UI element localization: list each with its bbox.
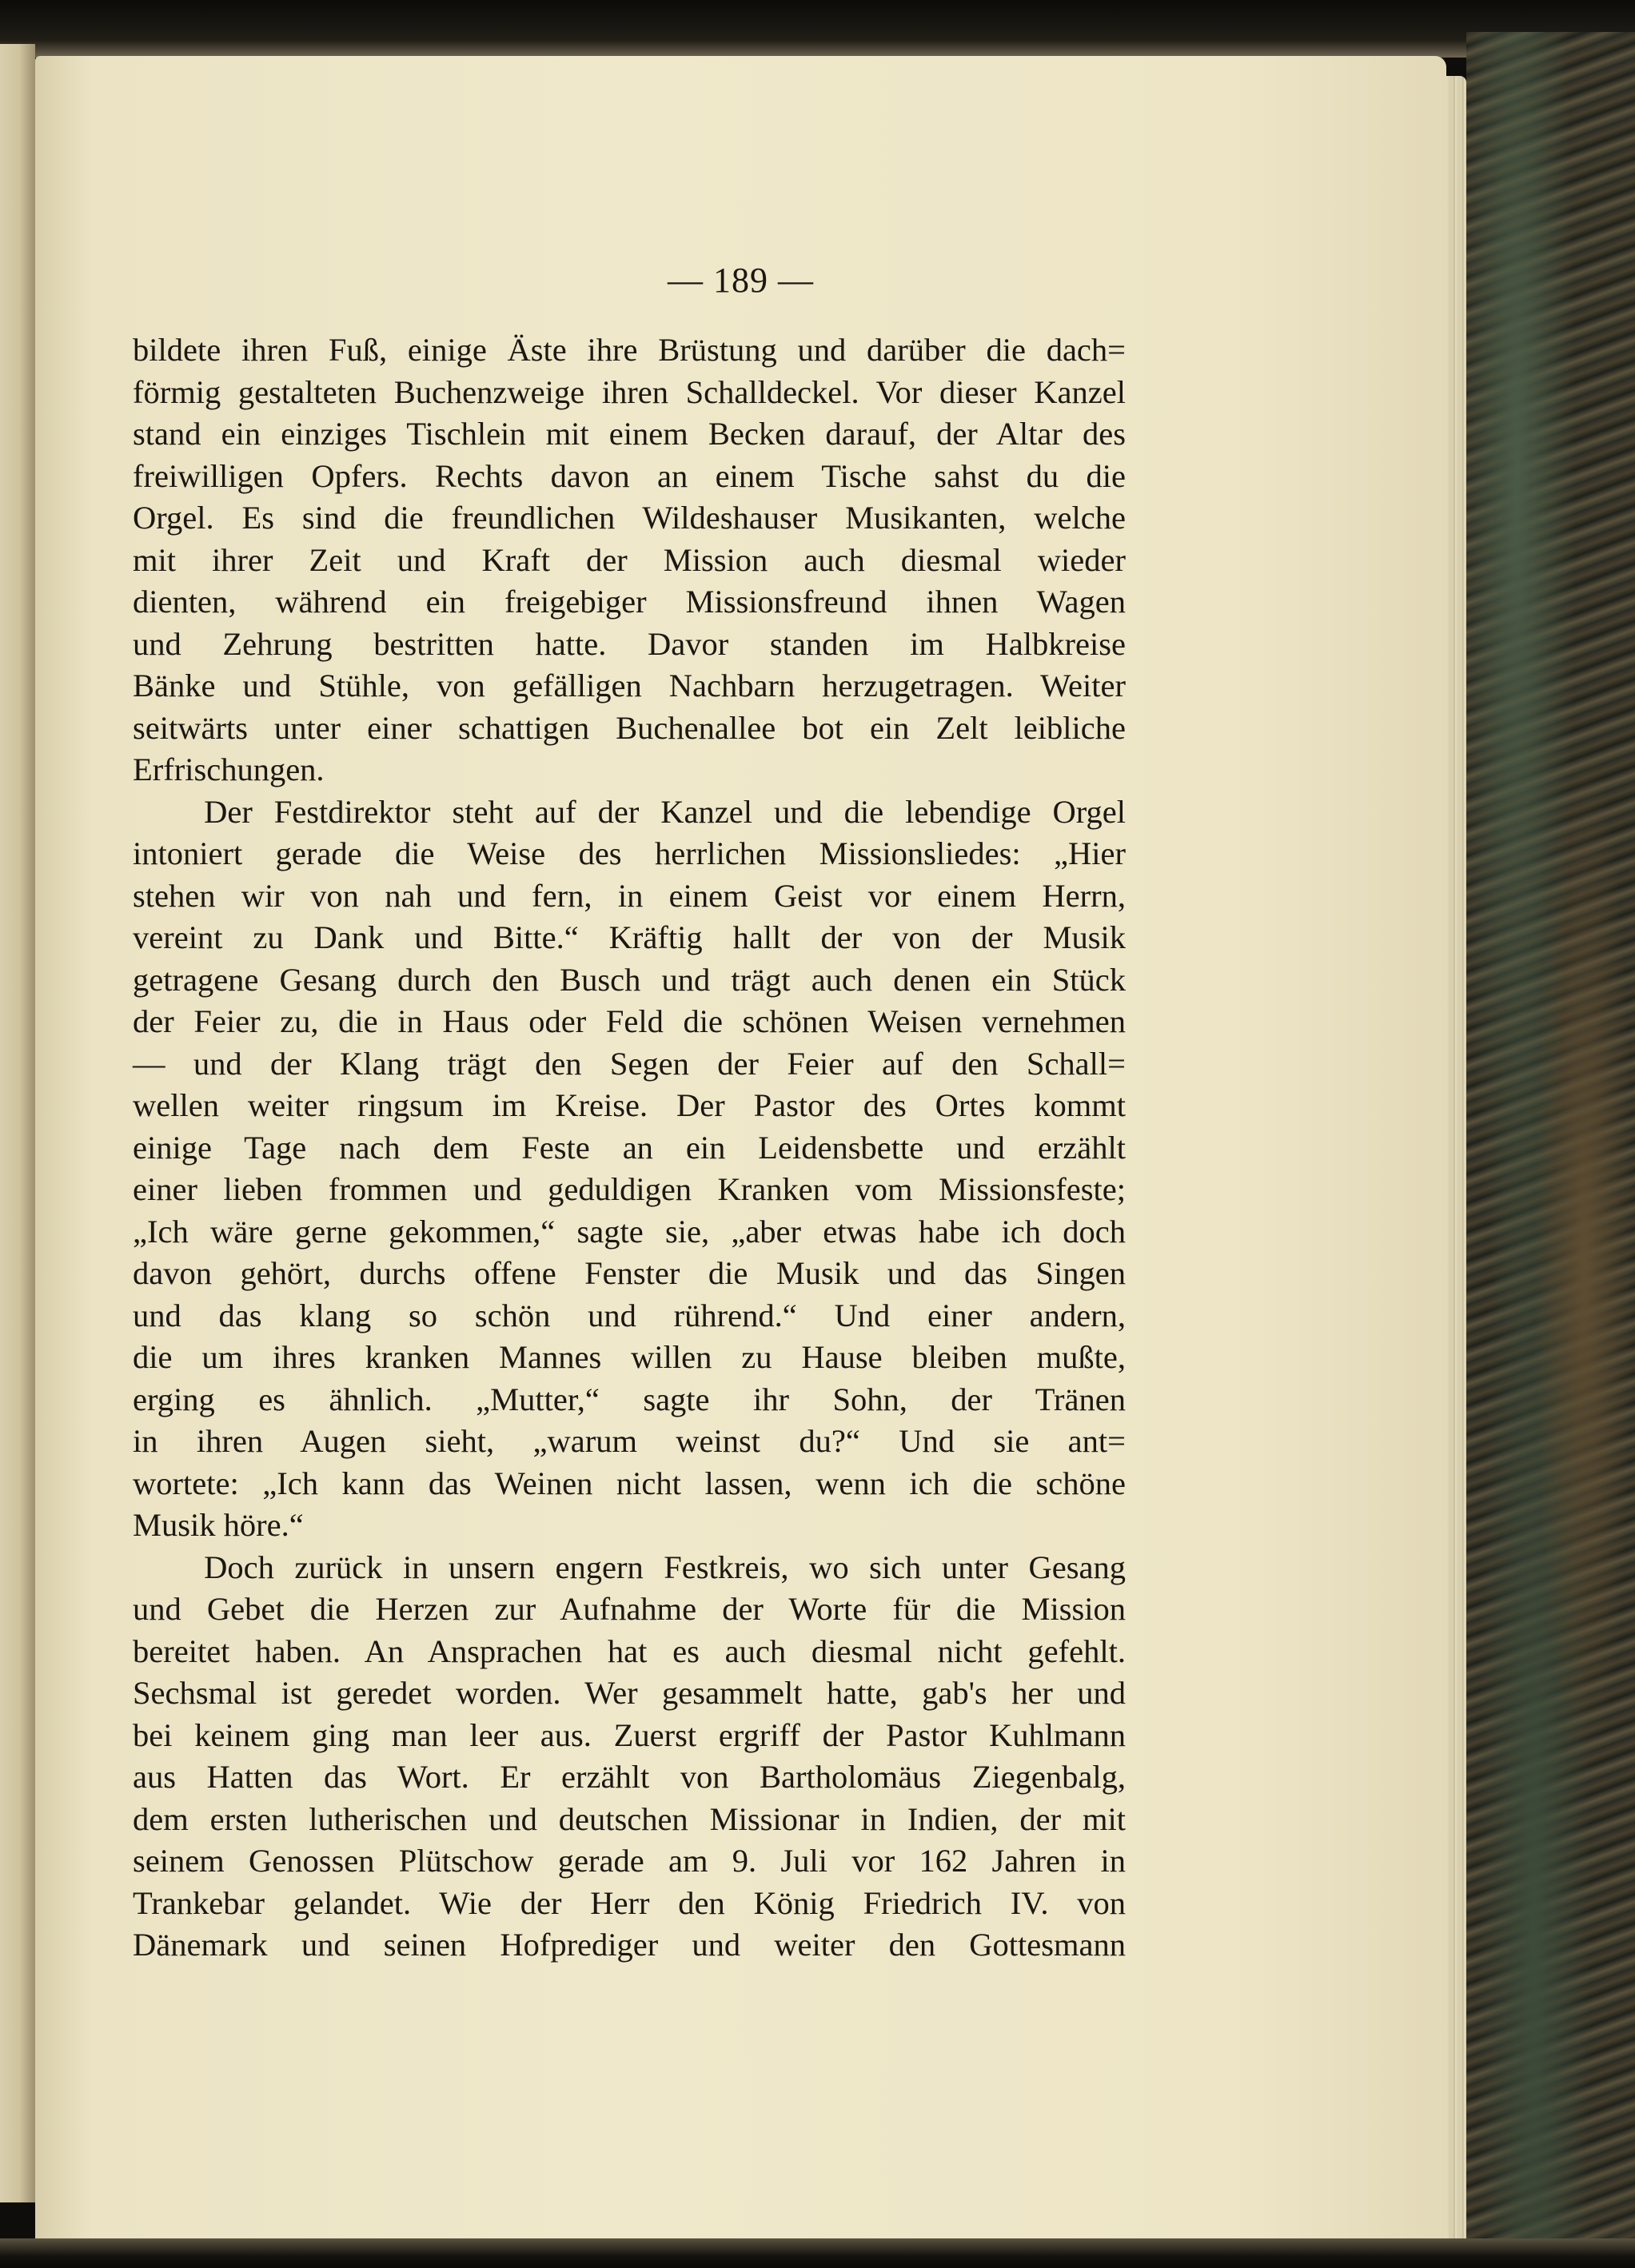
text-line: seinem Genossen Plütschow gerade am 9. Juli vor 162 Jahren in	[133, 1843, 1126, 1879]
text-line: die um ihres kranken Mannes willen zu Hause bleiben mußte,	[133, 1339, 1126, 1375]
text-line: vereint zu Dank und Bitte.“ Kräftig hallt der von der Musik	[133, 919, 1126, 955]
text-line: bei keinem ging man leer aus. Zuerst ergriff der Pastor Kuhlmann	[133, 1716, 1126, 1753]
text-line: Der Festdirektor steht auf der Kanzel und die lebendige Orgel	[204, 793, 1126, 830]
text-line: stehen wir von nah und fern, in einem Geist vor einem Herrn,	[133, 877, 1126, 914]
text-line: einer lieben frommen und geduldigen Kranken vom Missionsfeste;	[133, 1171, 1126, 1207]
text-line: stand ein einziges Tischlein mit einem Becken darauf, der Altar des	[133, 416, 1126, 452]
facing-page-edge	[0, 44, 35, 2202]
text-line: — und der Klang trägt den Segen der Feier auf den Schall=	[133, 1045, 1126, 1082]
text-line: und Gebet die Herzen zur Aufnahme der Worte für die Mission	[133, 1591, 1126, 1627]
text-line: in ihren Augen sieht, „warum weinst du?“ Und sie ant=	[133, 1423, 1126, 1459]
text-line: erging es ähnlich. „Mutter,“ sagte ihr Sohn, der Tränen	[133, 1381, 1126, 1417]
text-line: mit ihrer Zeit und Kraft der Mission auch diesmal wieder	[133, 541, 1126, 578]
text-line: Doch zurück in unsern engern Festkreis, wo sich unter Gesang	[204, 1549, 1126, 1585]
text-line: und Zehrung bestritten hatte. Davor standen im Halbkreise	[133, 625, 1126, 662]
text-line: und das klang so schön und rührend.“ Und einer andern,	[133, 1297, 1126, 1333]
marbled-cover	[1466, 32, 1635, 2268]
text-line: bereitet haben. An Ansprachen hat es auch diesmal nicht gefehlt.	[133, 1632, 1126, 1669]
text-line: intoniert gerade die Weise des herrlichen Missionsliedes: „Hier	[133, 835, 1126, 871]
text-line: förmig gestalteten Buchenzweige ihren Schalldeckel. Vor dieser Kanzel	[133, 373, 1126, 410]
text-line: Bänke und Stühle, von gefälligen Nachbarn herzugetragen. Weiter	[133, 668, 1126, 704]
text-line: Trankebar gelandet. Wie der Herr den König Friedrich IV. von	[133, 1884, 1126, 1921]
text-line: davon gehört, durchs offene Fenster die Musik und das Singen	[133, 1255, 1126, 1291]
book-top-edge	[0, 0, 1635, 58]
text-line: dienten, während ein freigebiger Missionsfreund ihnen Wagen	[133, 584, 1126, 620]
book-bottom-edge	[0, 2238, 1635, 2268]
page-number-header: — 189 —	[668, 261, 814, 300]
text-line: getragene Gesang durch den Busch und trägt auch denen ein Stück	[133, 961, 1126, 998]
text-line: bildete ihren Fuß, einige Äste ihre Brüstung und darüber die dach=	[133, 332, 1126, 368]
text-line: Erfrischungen.	[133, 751, 325, 787]
text-line: seitwärts unter einer schattigen Buchenallee bot ein Zelt leibliche	[133, 709, 1126, 746]
text-line: „Ich wäre gerne gekommen,“ sagte sie, „aber etwas habe ich doch	[133, 1213, 1126, 1250]
text-line: aus Hatten das Wort. Er erzählt von Bartholomäus Ziegenbalg,	[133, 1759, 1126, 1795]
text-line: Orgel. Es sind die freundlichen Wildeshauser Musikanten, welche	[133, 500, 1126, 536]
text-line: Dänemark und seinen Hofprediger und weiter den Gottesmann	[133, 1927, 1126, 1963]
text-line: freiwilligen Opfers. Rechts davon an einem Tische sahst du die	[133, 457, 1126, 494]
text-line: einige Tage nach dem Feste an ein Leidensbette und erzählt	[133, 1129, 1126, 1166]
text-line: wortete: „Ich kann das Weinen nicht lassen, wenn ich die schöne	[133, 1465, 1126, 1501]
text-line: Musik höre.“	[133, 1507, 304, 1543]
page-body-text	[133, 329, 1126, 1967]
text-line: Sechsmal ist geredet worden. Wer gesammelt hatte, gab's her und	[133, 1675, 1126, 1711]
text-line: wellen weiter ringsum im Kreise. Der Pastor des Ortes kommt	[133, 1087, 1126, 1123]
text-line: der Feier zu, die in Haus oder Feld die schönen Weisen vernehmen	[133, 1003, 1126, 1039]
text-line: dem ersten lutherischen und deutschen Missionar in Indien, der mit	[133, 1800, 1126, 1837]
